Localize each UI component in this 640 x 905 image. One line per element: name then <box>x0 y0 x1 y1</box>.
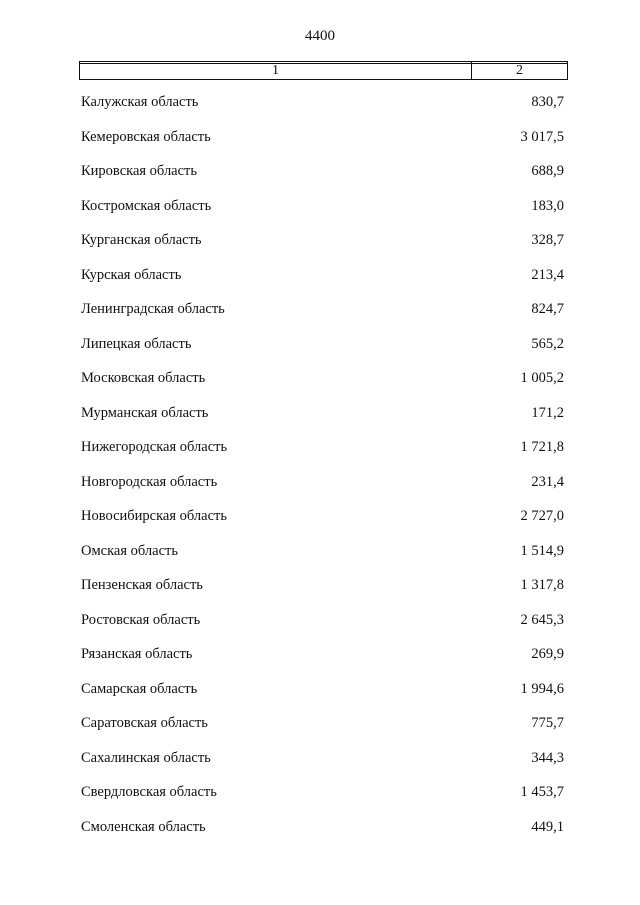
region-name: Нижегородская область <box>81 439 228 455</box>
region-value: 231,4 <box>531 473 564 490</box>
table-row <box>0 747 640 782</box>
table-header <box>79 61 568 80</box>
table-row <box>0 333 640 368</box>
region-value: 213,4 <box>531 266 564 283</box>
region-name: Новгородская область <box>81 473 218 490</box>
region-value: 344,3 <box>531 749 564 766</box>
table-row <box>0 609 640 644</box>
table-row <box>0 160 640 195</box>
region-name: Новосибирская область <box>81 508 227 524</box>
region-name: Ростовская область <box>81 611 201 628</box>
region-name: Самарская область <box>81 680 198 697</box>
region-name: Костромская область <box>81 197 212 214</box>
table-row <box>0 91 640 126</box>
region-value: 3 017,5 <box>520 128 564 145</box>
region-name: Омская область <box>81 542 178 559</box>
region-name: Мурманская область <box>81 404 209 421</box>
column-header-2: 2 <box>516 63 523 78</box>
table-row <box>0 298 640 333</box>
region-name: Ленинградская область <box>81 301 225 317</box>
region-value: 565,2 <box>531 335 564 352</box>
region-value: 1 317,8 <box>520 577 564 593</box>
table-row <box>0 229 640 264</box>
table-row <box>0 540 640 575</box>
region-name: Кировская область <box>81 163 198 179</box>
table-row <box>0 367 640 402</box>
table-row <box>0 712 640 747</box>
region-name: Саратовская область <box>81 715 208 731</box>
region-value: 830,7 <box>531 94 564 110</box>
region-value: 824,7 <box>531 301 564 317</box>
region-name: Смоленская область <box>81 818 206 835</box>
table-row <box>0 264 640 299</box>
table-row <box>0 402 640 437</box>
region-name: Курганская область <box>81 232 202 248</box>
region-name: Свердловская область <box>81 784 217 800</box>
table-row <box>0 505 640 540</box>
table-row <box>0 816 640 851</box>
region-value: 1 721,8 <box>520 439 564 455</box>
page-number: 4400 <box>305 28 335 44</box>
table-row <box>0 126 640 161</box>
column-header-1: 1 <box>80 62 472 79</box>
region-value: 1 994,6 <box>520 680 564 697</box>
region-name: Московская область <box>81 370 206 386</box>
region-value: 2 645,3 <box>520 611 564 628</box>
table-row <box>0 678 640 713</box>
region-value: 171,2 <box>531 404 564 421</box>
region-value: 688,9 <box>531 163 564 179</box>
table-row <box>0 781 640 816</box>
region-value: 183,0 <box>531 197 564 214</box>
region-name: Липецкая область <box>81 335 192 352</box>
region-value: 1 453,7 <box>520 784 564 800</box>
region-name: Сахалинская область <box>81 749 211 766</box>
region-name: Рязанская область <box>81 646 193 662</box>
region-name: Кемеровская область <box>81 128 211 145</box>
region-value: 1 005,2 <box>520 370 564 386</box>
table-body <box>0 91 640 850</box>
table-row <box>0 574 640 609</box>
region-value: 269,9 <box>531 646 564 662</box>
region-value: 328,7 <box>531 232 564 248</box>
region-value: 2 727,0 <box>520 508 564 524</box>
table-row <box>0 643 640 678</box>
region-name: Курская область <box>81 266 182 283</box>
table-row <box>0 436 640 471</box>
region-value: 775,7 <box>531 715 564 731</box>
region-name: Пензенская область <box>81 577 203 593</box>
table-row <box>0 195 640 230</box>
table-row <box>0 471 640 506</box>
region-value: 1 514,9 <box>520 542 564 559</box>
region-value: 449,1 <box>531 818 564 835</box>
region-name: Калужская область <box>81 94 199 110</box>
